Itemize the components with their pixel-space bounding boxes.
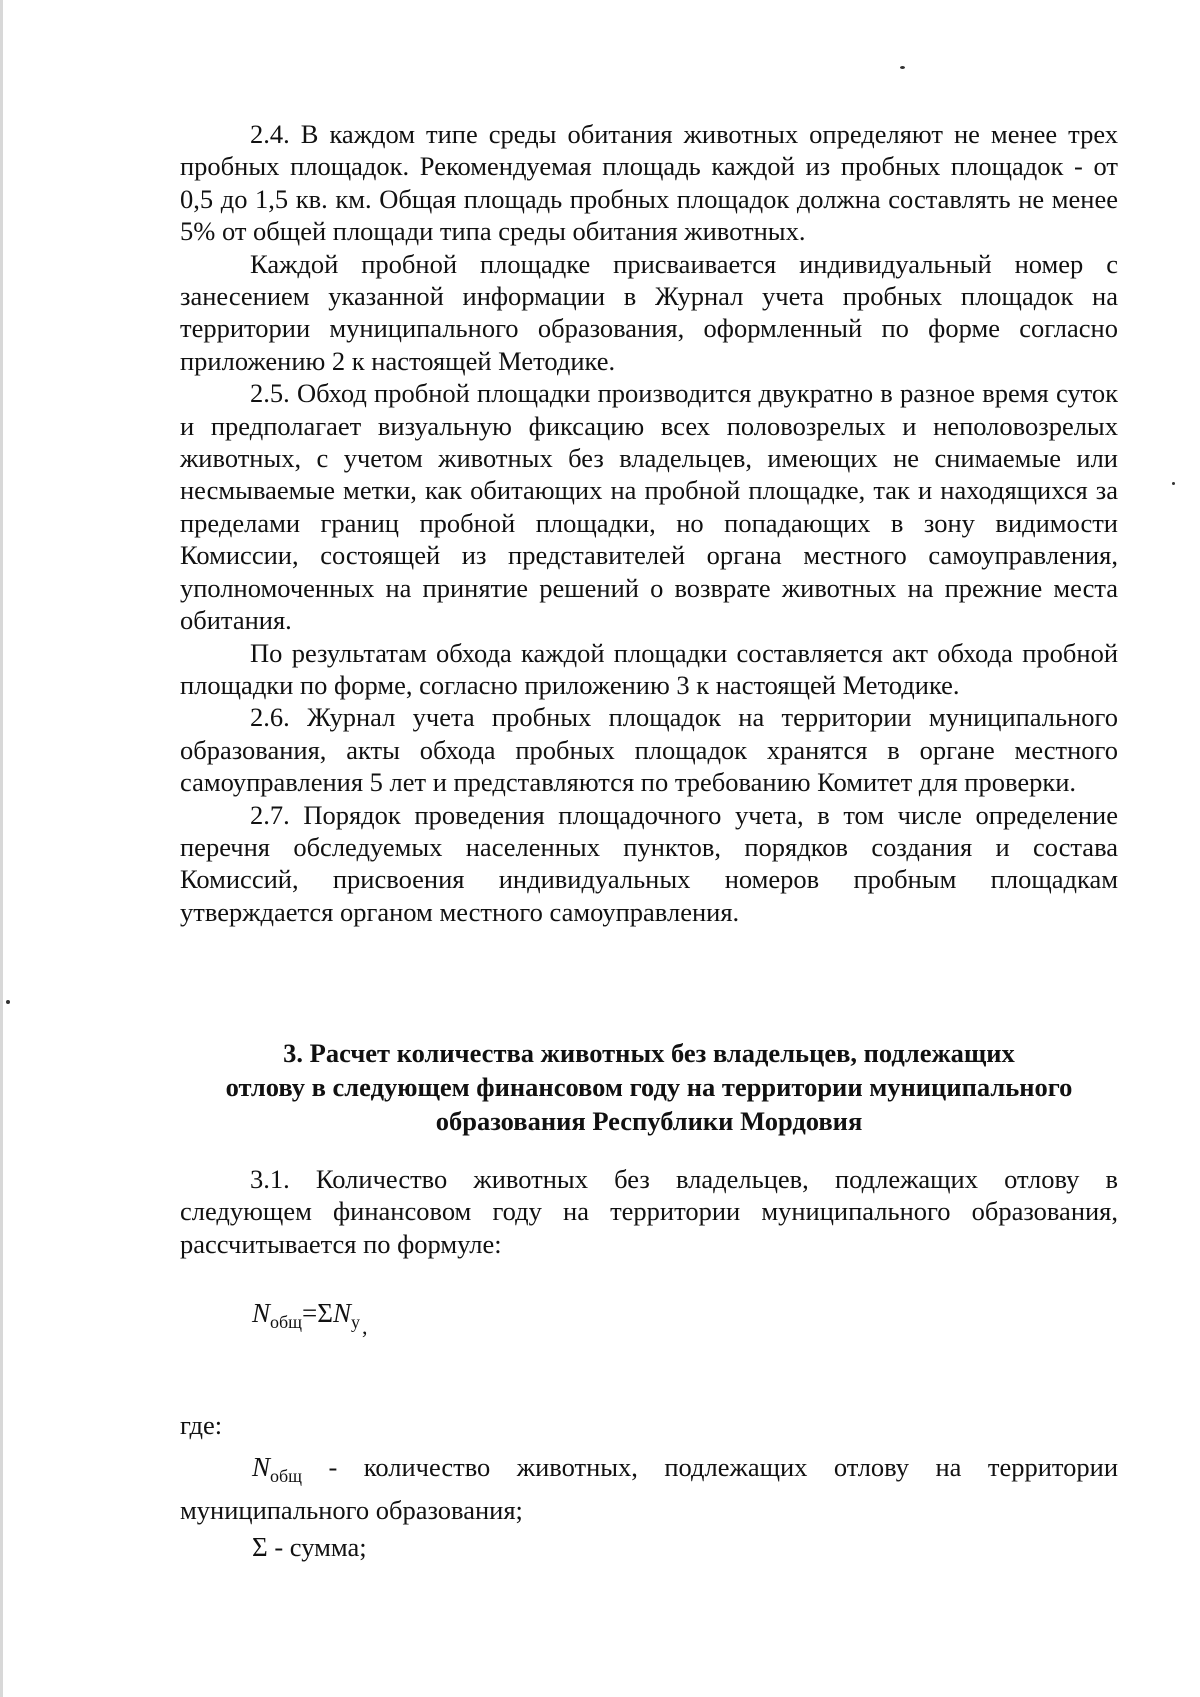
scan-speck	[900, 66, 905, 69]
definition-symbol-subscript: общ	[270, 1466, 303, 1486]
scan-speck	[1172, 482, 1175, 485]
scan-speck	[6, 1000, 10, 1004]
formula-lhs-subscript: общ	[270, 1312, 303, 1332]
section-heading-line: отлову в следующем финансовом году на территории муниципального	[225, 1072, 1073, 1102]
formula-comma: ,	[362, 1314, 368, 1339]
definition-symbol	[252, 1450, 302, 1493]
definition-text: - количество животных, подлежащих отлову на территории муниципального образования;	[180, 1452, 1119, 1525]
definition-sigma	[252, 1532, 367, 1563]
paragraph-2-4: 2.4. В каждом типе среды обитания животных определяют не менее трех пробных площадок. Рекомендуемая площадь каждой из пробных площадок - от 0,5 до 1,5 кв. км. Общая площадь пробных площадок должна составлять не менее 5% от общей площади типа среды обитания животных.	[180, 119, 1118, 247]
scan-left-edge	[0, 0, 3, 1697]
where-label: где:	[180, 1410, 223, 1440]
formula	[252, 1298, 368, 1340]
definition-symbol-letter: N	[252, 1452, 271, 1482]
definition-sigma-text: - сумма;	[274, 1532, 367, 1562]
body-text-3-1	[180, 1163, 1118, 1260]
formula-rhs-subscript: у	[351, 1312, 361, 1332]
section-heading	[180, 1036, 1118, 1138]
paragraph-2-6: 2.6. Журнал учета пробных площадок на территории муниципального образования, акты обхода пробных площадок хранятся в органе местного самоуправления 5 лет и представляются по требованию Комитет для проверки.	[180, 702, 1118, 798]
paragraph-3-1: 3.1. Количество животных без владельцев, подлежащих отлову в следующем финансовом году на территории муниципального образования, рассчитывается по формуле:	[180, 1164, 1118, 1259]
formula-sigma: Σ	[317, 1298, 333, 1328]
definition-sigma-symbol: Σ	[252, 1532, 268, 1562]
body-text-top	[180, 118, 1118, 928]
section-heading-line: 3. Расчет количества животных без владельцев, подлежащих	[283, 1038, 1015, 1068]
formula-rhs-symbol: N	[333, 1298, 352, 1328]
paragraph-2-5: 2.5. Обход пробной площадки производится двукратно в разное время суток и предполагает визуальную фиксацию всех половозрелых и неполовозрелых животных, с учетом животных без владельцев, имеющих не снимаемые или несмываемые метки, как обитающих на пробной площадке, так и находящихся за пределами границ пробной площадки, но попадающих в зону видимости Комиссии, состоящей из представителей органа местного самоуправления, уполномоченных на принятие решений о возврате животных на прежние места обитания.	[180, 378, 1118, 636]
paragraph-2-7: 2.7. Порядок проведения площадочного учета, в том числе определение перечня обследуемых населенных пунктов, порядков создания и состава Комиссий, присвоения индивидуальных номеров пробным площадкам утверждается органом местного самоуправления.	[180, 799, 1118, 927]
formula-lhs-symbol: N	[252, 1298, 271, 1328]
formula-equals: =	[302, 1298, 318, 1328]
section-heading-line: образования Республики Мордовия	[435, 1106, 863, 1136]
paragraph-2-4-cont: Каждой пробной площадке присваивается индивидуальный номер с занесением указанной информации в Журнал учета пробных площадок на территории муниципального образования, оформленный по форме согласно приложению 2 к настоящей Методике.	[180, 248, 1118, 376]
definition-n-total	[180, 1450, 1118, 1527]
paragraph-2-5-cont: По результатам обхода каждой площадки составляется акт обхода пробной площадки по форме, согласно приложению 3 к настоящей Методике.	[180, 637, 1118, 700]
